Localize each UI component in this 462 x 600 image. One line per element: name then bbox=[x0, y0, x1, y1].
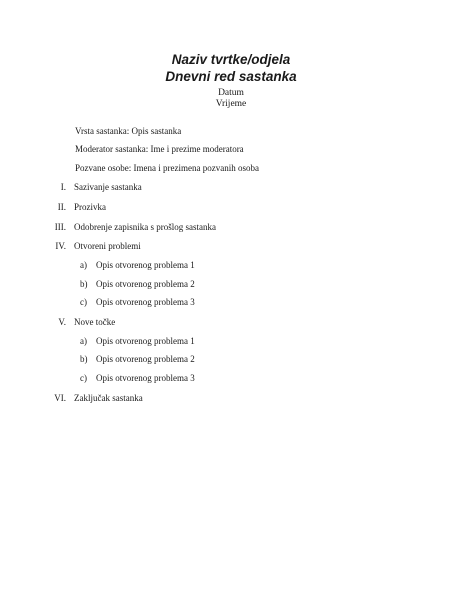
agenda-item-text: Nove točke bbox=[74, 317, 116, 327]
agenda-item-number: II. bbox=[57, 202, 66, 212]
company-name: Naziv tvrtke/odjela bbox=[171, 52, 291, 67]
agenda-item-text: Zaključak sastanka bbox=[74, 393, 143, 403]
agenda-subitem-letter: b) bbox=[80, 354, 88, 364]
agenda-item-text: Prozivka bbox=[74, 202, 106, 212]
agenda-item-number: VI. bbox=[54, 393, 66, 403]
document-title: Dnevni red sastanka bbox=[165, 69, 297, 84]
agenda-item-text: Odobrenje zapisnika s prošlog sastanka bbox=[74, 222, 216, 232]
agenda-item-number: IV. bbox=[55, 241, 66, 251]
meeting-moderator: Moderator sastanka: Ime i prezime moderatora bbox=[75, 144, 244, 154]
agenda-subitem-letter: c) bbox=[80, 297, 87, 307]
agenda-item-text: Otvoreni problemi bbox=[74, 241, 141, 251]
meeting-date: Datum bbox=[218, 88, 244, 98]
agenda-item-number: III. bbox=[54, 222, 66, 232]
agenda-item-number: V. bbox=[58, 317, 66, 327]
agenda-subitem-letter: c) bbox=[80, 373, 87, 383]
agenda-subitem-text: Opis otvorenog problema 1 bbox=[96, 336, 195, 346]
agenda-subitem-text: Opis otvorenog problema 1 bbox=[96, 260, 195, 270]
agenda-subitem-letter: a) bbox=[80, 260, 87, 270]
agenda-subitem-text: Opis otvorenog problema 2 bbox=[96, 279, 195, 289]
agenda-subitem-text: Opis otvorenog problema 3 bbox=[96, 373, 195, 383]
agenda-item-text: Sazivanje sastanka bbox=[74, 182, 142, 192]
agenda-subitem-letter: a) bbox=[80, 336, 87, 346]
meeting-invitees: Pozvane osobe: Imena i prezimena pozvanih osoba bbox=[75, 163, 259, 173]
agenda-subitem-letter: b) bbox=[80, 279, 88, 289]
meeting-type: Vrsta sastanka: Opis sastanka bbox=[75, 126, 182, 136]
agenda-subitem-text: Opis otvorenog problema 2 bbox=[96, 354, 195, 364]
agenda-subitem-text: Opis otvorenog problema 3 bbox=[96, 297, 195, 307]
agenda-item-number: I. bbox=[60, 182, 66, 192]
meeting-time: Vrijeme bbox=[215, 99, 247, 109]
